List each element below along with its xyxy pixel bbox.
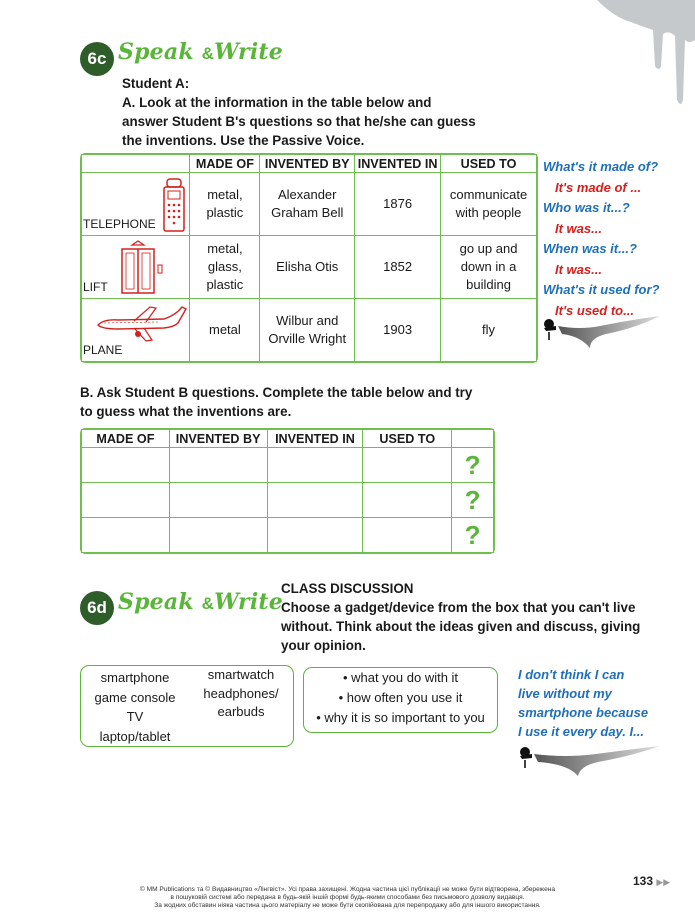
gadget-box	[80, 665, 294, 747]
cell-line: Wilbur and	[276, 313, 339, 328]
used-to-cell: fly	[441, 299, 537, 362]
header-invented-in: INVENTED IN	[355, 155, 441, 173]
gadget-item: game console	[94, 689, 176, 705]
telephone-icon	[162, 177, 186, 233]
gadget-item: smartwatch	[207, 667, 275, 682]
row-label: LIFT	[83, 280, 108, 294]
example-speech	[518, 665, 648, 741]
inventions-table-a	[80, 153, 538, 363]
blank-cell[interactable]	[82, 518, 170, 553]
cell-line: plastic	[206, 205, 244, 220]
instruction-a-line: A. Look at the information in the table below and	[122, 95, 432, 110]
instruction-a-line: answer Student B's questions so that he/she can guess	[122, 114, 476, 129]
used-to-cell	[441, 236, 537, 299]
speech-line: live without my	[518, 686, 612, 701]
title-write: Write	[214, 589, 283, 615]
row-label: TELEPHONE	[83, 217, 156, 231]
blank-cell[interactable]	[169, 518, 267, 553]
gadget-item: headphones/	[203, 685, 279, 701]
invented-by-cell	[260, 299, 355, 362]
gadget-item: smartphone	[100, 670, 170, 685]
plane-icon	[94, 303, 188, 345]
answer: It was...	[555, 261, 602, 277]
cell-line: building	[466, 277, 511, 292]
student-label: Student A:	[122, 76, 190, 91]
blank-cell[interactable]	[363, 483, 452, 518]
inventions-table-b	[80, 428, 495, 554]
header-made-of: MADE OF	[190, 155, 260, 173]
blank-cell[interactable]	[363, 448, 452, 483]
question-answer-list	[543, 157, 659, 321]
footer-line: в пошуковій системі або передана в будь-якій іншій формі будь-якими способами без письмового дозволу видавця.	[170, 894, 525, 901]
gadget-item: laptop/tablet	[99, 728, 171, 744]
speech-tail-icon	[516, 742, 662, 778]
lift-icon	[120, 239, 164, 295]
blank-cell[interactable]	[82, 483, 170, 518]
header-blank	[82, 155, 190, 173]
cell-line: with people	[455, 205, 522, 220]
answer: It was...	[555, 220, 602, 236]
paint-drip-decoration	[585, 0, 695, 110]
cell-line: Alexander	[277, 187, 337, 202]
section-badge-6d: 6d	[80, 591, 114, 625]
ideas-box	[303, 667, 498, 733]
speech-line: I don't think I can	[518, 667, 625, 682]
title-amp: &	[201, 44, 215, 63]
idea-item: • how often you use it	[338, 690, 463, 705]
question: What's it used for?	[543, 282, 660, 297]
cell-line: glass,	[207, 259, 242, 274]
table-header-row	[82, 155, 537, 173]
question: What's it made of?	[543, 159, 659, 174]
cell-line: metal,	[207, 241, 243, 256]
gadget-item: earbuds	[217, 704, 265, 719]
cell-line: metal,	[207, 187, 243, 202]
cell-line: communicate	[449, 187, 528, 202]
answer: It's made of ...	[555, 179, 642, 195]
idea-item: • what you do with it	[342, 670, 459, 685]
discussion-heading: CLASS DISCUSSION	[281, 581, 414, 596]
cell-line: Orville Wright	[268, 331, 347, 346]
blank-cell[interactable]	[82, 448, 170, 483]
table-row	[82, 299, 537, 362]
header-invented-by: INVENTED BY	[169, 430, 267, 448]
instruction-line: Choose a gadget/device from the box that you can't live	[281, 600, 636, 615]
cell-line: plastic	[206, 277, 244, 292]
blank-cell[interactable]	[267, 483, 363, 518]
question-mark: ?	[452, 518, 494, 553]
table-row	[82, 173, 537, 236]
title-write: Write	[214, 39, 283, 65]
section-title-6d	[118, 589, 283, 615]
made-of-cell: metal	[190, 299, 260, 362]
page-number-text: 133	[633, 874, 654, 888]
made-of-cell	[190, 173, 260, 236]
invented-in-cell: 1852	[355, 236, 441, 299]
question-mark: ?	[452, 483, 494, 518]
instruction-a	[122, 93, 476, 150]
blank-cell[interactable]	[169, 448, 267, 483]
blank-cell[interactable]	[169, 483, 267, 518]
question-mark: ?	[452, 448, 494, 483]
table-row	[82, 518, 494, 553]
instruction-b-line: to guess what the inventions are.	[80, 404, 292, 419]
instruction-line: your opinion.	[281, 638, 366, 653]
idea-item: • why it is so important to you	[316, 710, 485, 725]
invented-by-cell	[260, 173, 355, 236]
section-title-6c	[118, 39, 283, 65]
section-badge-6c: 6c	[80, 42, 114, 76]
title-amp: &	[201, 594, 215, 613]
row-label: PLANE	[83, 343, 123, 357]
header-blank	[452, 430, 494, 448]
header-used-to: USED TO	[363, 430, 452, 448]
instruction-line: without. Think about the ideas given and discuss, giving	[281, 619, 641, 634]
row-label-cell	[82, 299, 190, 362]
blank-cell[interactable]	[363, 518, 452, 553]
header-invented-in: INVENTED IN	[267, 430, 363, 448]
footer-line: © MM Publications та © Видавництво «Лінгвіст». Усі права захищені. Жодна частина цієї публікації не може бути відтворена, збережена	[139, 886, 556, 893]
speech-line: smartphone because	[518, 705, 649, 720]
instruction-b	[80, 383, 472, 421]
gadget-column-2	[193, 666, 289, 722]
made-of-cell	[190, 236, 260, 299]
invented-in-cell: 1876	[355, 173, 441, 236]
forward-icon: ▶▶	[656, 877, 671, 887]
question: When was it...?	[543, 241, 637, 256]
cell-line: Graham Bell	[271, 205, 344, 220]
gadget-column-1	[85, 668, 185, 746]
table-row	[82, 448, 494, 483]
cell-line: go up and	[459, 241, 518, 256]
discussion-instruction	[281, 598, 640, 655]
blank-cell[interactable]	[267, 518, 363, 553]
table-header-row	[82, 430, 494, 448]
header-invented-by: INVENTED BY	[260, 155, 355, 173]
table-row	[82, 236, 537, 299]
invented-in-cell: 1903	[355, 299, 441, 362]
cell-line: down in a	[460, 259, 517, 274]
header-used-to: USED TO	[441, 155, 537, 173]
question: Who was it...?	[543, 200, 630, 215]
invented-by-cell: Elisha Otis	[260, 236, 355, 299]
header-made-of: MADE OF	[82, 430, 170, 448]
row-label-cell	[82, 173, 190, 236]
instruction-a-line: the inventions. Use the Passive Voice.	[122, 133, 365, 148]
footer-line: За жодних обставин ніяка частина цього матеріалу не може бути скопійована для перепродажу або для іншого використання.	[154, 902, 541, 909]
instruction-b-line: B. Ask Student B questions. Complete the table below and try	[80, 385, 473, 400]
row-label-cell	[82, 236, 190, 299]
copyright-footer	[0, 886, 695, 910]
used-to-cell	[441, 173, 537, 236]
title-speak: Speak	[118, 39, 194, 65]
title-speak: Speak	[118, 589, 194, 615]
blank-cell[interactable]	[267, 448, 363, 483]
speech-line: I use it every day. I...	[518, 724, 644, 739]
gadget-item: TV	[126, 709, 144, 724]
answer: It's used to...	[555, 302, 634, 318]
speech-tail-icon	[540, 312, 662, 352]
table-row	[82, 483, 494, 518]
